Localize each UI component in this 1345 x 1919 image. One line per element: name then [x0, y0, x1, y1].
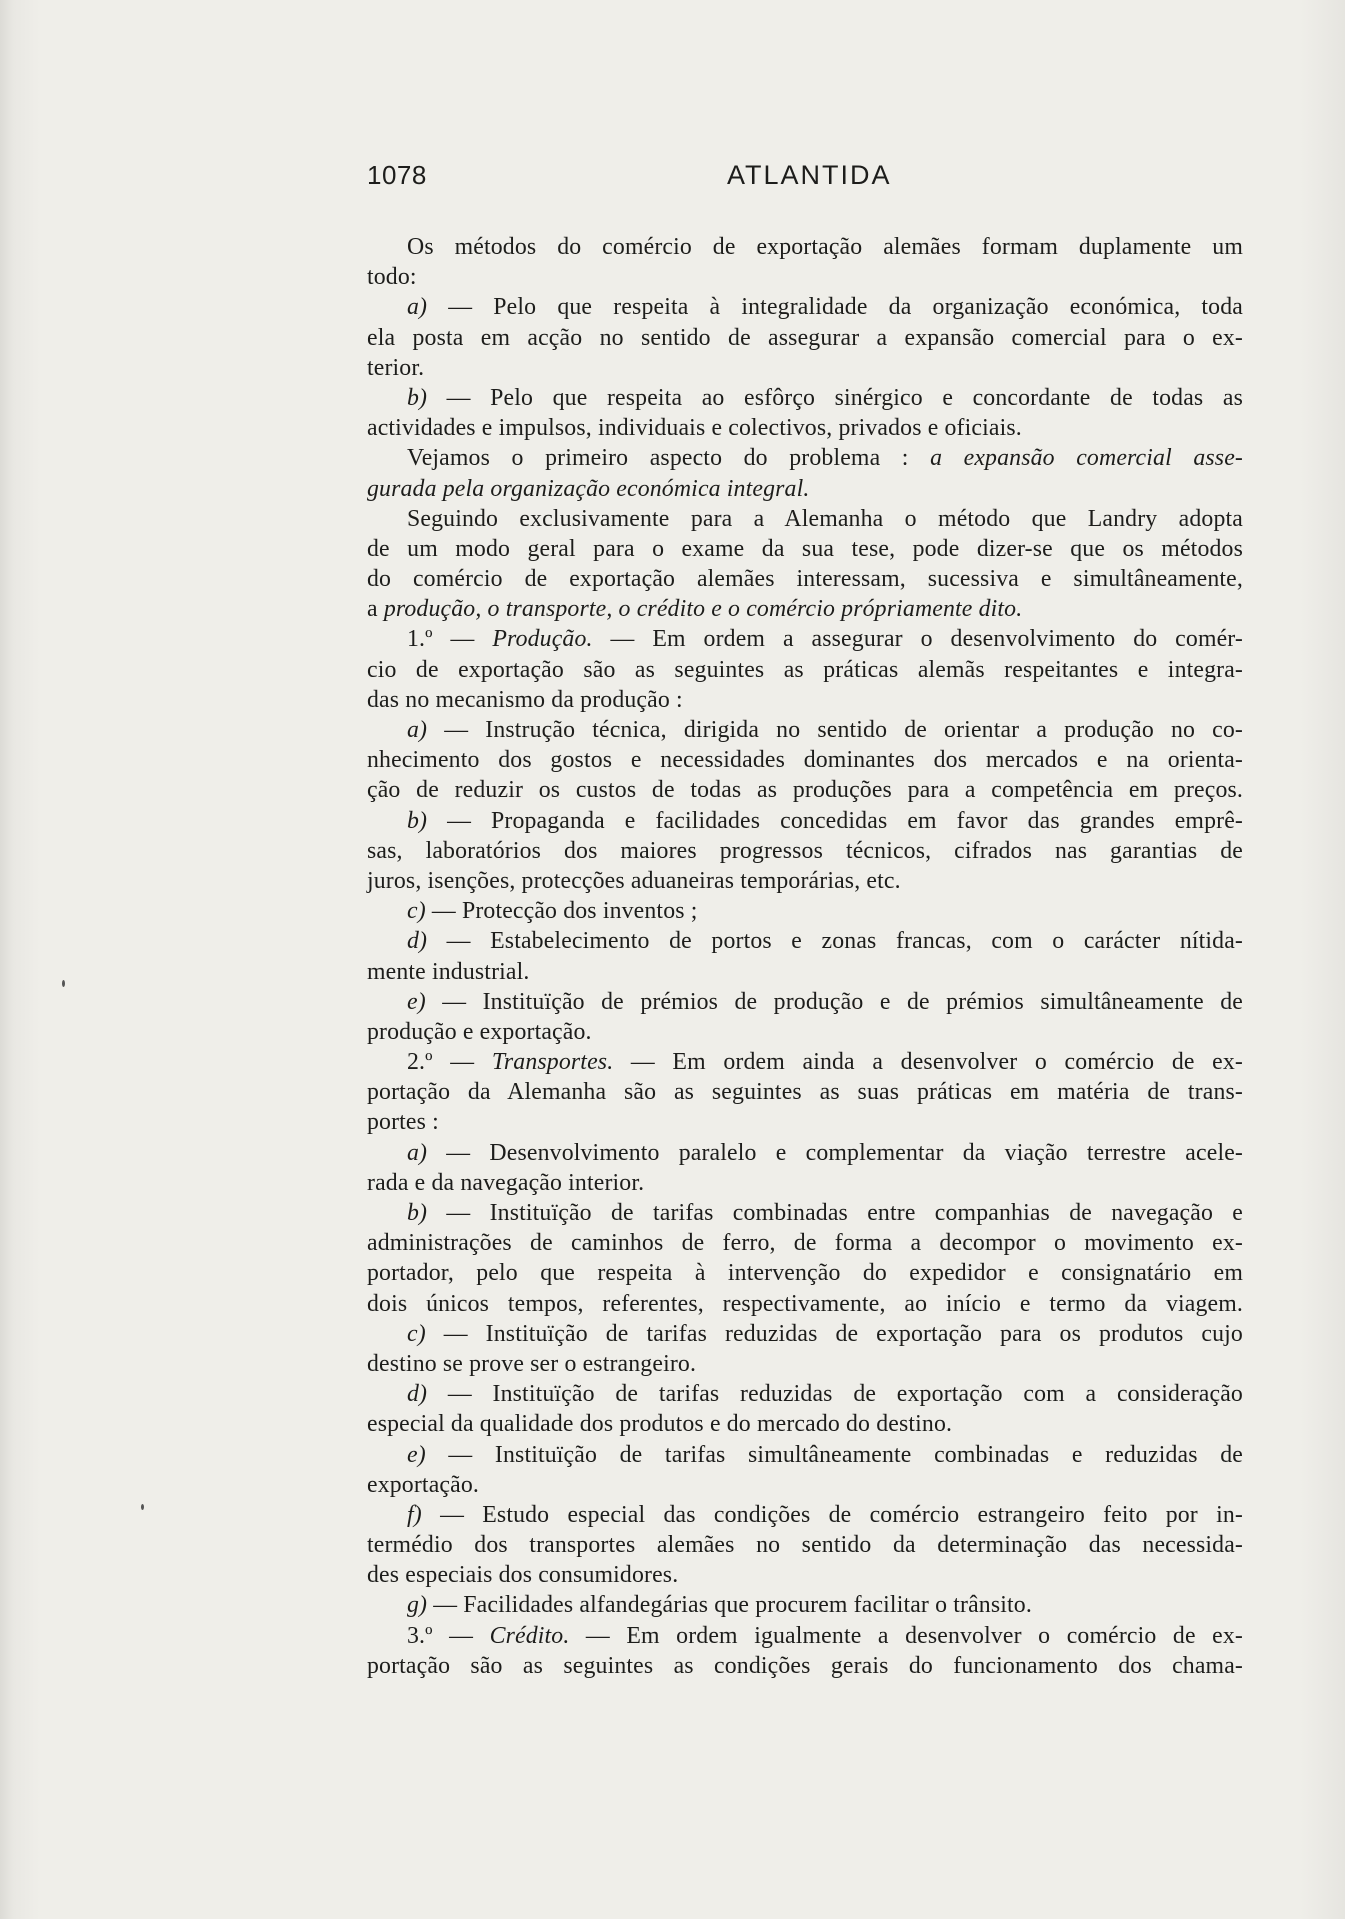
text-line — [367, 1319, 1243, 1349]
italic-text: c) — [407, 1320, 426, 1347]
text-run: terior. — [367, 354, 425, 381]
text-run: ção de reduzir os custos de todas as produções para a competência em preços. — [367, 777, 1243, 804]
italic-text: Transportes. — [491, 1049, 614, 1076]
text-line — [367, 1560, 1243, 1590]
text-run: — Instrução técnica, dirigida no sentido de orientar a produção no co- — [427, 717, 1243, 743]
scan-speck — [141, 1504, 144, 1510]
journal-title: ATLANTIDA — [727, 160, 892, 190]
text-run: nhecimento dos gostos e necessidades dominantes dos mercados e na orienta- — [367, 747, 1243, 774]
text-line — [367, 1440, 1243, 1470]
text-line — [367, 1228, 1243, 1258]
text-run: ela posta em acção no sentido de assegurar a expansão comercial para o ex- — [367, 324, 1243, 351]
text-run: especial da qualidade dos produtos e do mercado do destino. — [367, 1411, 953, 1438]
italic-text: b) — [407, 1200, 428, 1226]
text-line — [367, 926, 1243, 956]
text-line — [367, 1017, 1243, 1047]
italic-text: e) — [407, 1441, 426, 1468]
text-run: Vejamos o primeiro aspecto do problema : — [407, 445, 931, 472]
text-run: sas, laboratórios dos maiores progressos técnicos, cifrados nas garantias de — [367, 837, 1243, 864]
text-run: — Facilidades alfandegárias que procurem facilitar o trânsito. — [427, 1592, 1032, 1619]
text-run: — Instituïção de tarifas simultâneamente combinadas e reduzidas de — [425, 1441, 1243, 1468]
text-run: termédio dos transportes alemães no sentido da determinação das necessida- — [367, 1532, 1243, 1559]
text-line — [367, 745, 1243, 775]
text-line — [367, 624, 1243, 654]
text-run: des especiais dos consumidores. — [367, 1562, 679, 1589]
text-line — [367, 1530, 1243, 1560]
text-run: Os métodos do comércio de exportação alemães formam duplamente um — [407, 234, 1243, 260]
text-run: portador, pelo que respeita à intervenção do expedidor e consignatário em — [367, 1260, 1243, 1287]
text-run: — Propaganda e facilidades concedidas em favor das grandes emprê- — [427, 807, 1243, 834]
text-line — [367, 443, 1243, 473]
italic-text: Crédito. — [489, 1622, 570, 1649]
italic-text: b) — [407, 807, 428, 834]
text-line — [367, 1168, 1243, 1198]
text-run: do comércio de exportação alemães interessam, sucessiva e simultâneamente, — [367, 566, 1243, 593]
text-line — [367, 715, 1243, 745]
italic-text: a) — [407, 294, 428, 321]
text-line — [367, 866, 1243, 896]
italic-text: d) — [407, 928, 428, 955]
text-line — [367, 1047, 1243, 1077]
text-line — [367, 1590, 1243, 1620]
text-run: — Em ordem ainda a desenvolver o comércio de ex- — [613, 1049, 1244, 1076]
text-line — [367, 957, 1243, 987]
article-body — [367, 232, 1243, 1681]
text-run: juros, isenções, protecções aduaneiras temporárias, etc. — [367, 867, 901, 894]
text-line — [367, 836, 1243, 866]
text-run: cio de exportação são as seguintes as práticas alemãs respeitantes e integra- — [367, 656, 1243, 683]
italic-text: d) — [407, 1381, 428, 1408]
text-line — [367, 1349, 1243, 1379]
text-line — [367, 1409, 1243, 1439]
text-line — [367, 413, 1243, 443]
text-line — [367, 1289, 1243, 1319]
italic-text: f) — [407, 1501, 422, 1528]
text-run: das no mecanismo da produção : — [367, 686, 683, 713]
text-run: rada e da navegação interior. — [367, 1169, 645, 1196]
text-run: portação da Alemanha são as seguintes as suas práticas em matéria de trans- — [367, 1079, 1243, 1106]
text-line — [367, 1198, 1243, 1228]
text-line — [367, 1379, 1243, 1409]
italic-text: a expansão comercial asse- — [930, 445, 1244, 472]
text-run: todo: — [367, 264, 417, 291]
text-line — [367, 987, 1243, 1017]
text-run: exportação. — [367, 1471, 479, 1498]
text-run: — Em ordem a assegurar o desenvolvimento do comér- — [592, 626, 1243, 653]
text-line — [367, 383, 1243, 413]
text-run: — Instituïção de prémios de produção e de prémios simultâneamente de — [425, 988, 1243, 1015]
text-run: dois únicos tempos, referentes, respectivamente, ao início e termo da viagem. — [367, 1290, 1243, 1317]
text-line — [367, 353, 1243, 383]
text-line — [367, 1470, 1243, 1500]
text-run: — Pelo que respeita à integralidade da organização económica, toda — [427, 294, 1243, 321]
page-number: 1078 — [367, 160, 427, 190]
text-line — [367, 594, 1243, 624]
text-line — [367, 1621, 1243, 1651]
text-run: Seguindo exclusivamente para a Alemanha o método que Landry adopta — [407, 505, 1243, 532]
text-run: — Instituïção de tarifas reduzidas de exportação com a consideração — [427, 1381, 1243, 1408]
text-line — [367, 1138, 1243, 1168]
text-line — [367, 323, 1243, 353]
italic-text: produção, o transporte, o crédito e o comércio própriamente dito. — [383, 596, 1023, 623]
text-run: administrações de caminhos de ferro, de forma a decompor o movimento ex- — [367, 1230, 1243, 1257]
text-run: — Estudo especial das condições de comércio estrangeiro feito por in- — [421, 1501, 1243, 1528]
text-line — [367, 292, 1243, 322]
text-run: destino se prove ser o estrangeiro. — [367, 1350, 697, 1377]
text-run: a — [367, 596, 384, 623]
italic-text: b) — [407, 384, 428, 411]
text-line — [367, 504, 1243, 534]
text-line — [367, 232, 1243, 262]
text-run: — Instituïção de tarifas reduzidas de exportação para os produtos cujo — [425, 1320, 1243, 1347]
text-run: actividades e impulsos, individuais e colectivos, privados e oficiais. — [367, 415, 1022, 442]
italic-text: Produção. — [492, 626, 593, 653]
italic-text: g) — [407, 1592, 428, 1619]
text-line — [367, 474, 1243, 504]
text-run: portes : — [367, 1109, 439, 1136]
text-line — [367, 1107, 1243, 1137]
italic-text: e) — [407, 988, 426, 1015]
italic-text: c) — [407, 898, 426, 925]
text-run: — Estabelecimento de portos e zonas francas, com o carácter nítida- — [427, 928, 1243, 955]
text-line — [367, 806, 1243, 836]
text-line — [367, 896, 1243, 926]
text-line — [367, 262, 1243, 292]
text-run: produção e exportação. — [367, 1018, 592, 1045]
text-run: 1.º — — [407, 626, 493, 653]
text-line — [367, 685, 1243, 715]
text-line — [367, 1651, 1243, 1681]
text-run: portação são as seguintes as condições gerais do funcionamento dos chama- — [367, 1652, 1243, 1679]
italic-text: a) — [407, 1139, 428, 1166]
text-line — [367, 1258, 1243, 1288]
running-head — [367, 160, 1252, 200]
scan-speck — [62, 980, 65, 987]
text-run: 3.º — — [407, 1622, 490, 1649]
text-line — [367, 1500, 1243, 1530]
text-run: — Em ordem igualmente a desenvolver o comércio de ex- — [569, 1622, 1243, 1649]
text-run: — Pelo que respeita ao esfôrço sinérgico e concordante de todas as — [427, 384, 1243, 411]
text-line — [367, 775, 1243, 805]
text-line — [367, 534, 1243, 564]
text-run: de um modo geral para o exame da sua tese, pode dizer-se que os métodos — [367, 535, 1243, 562]
text-run: — Desenvolvimento paralelo e complementar da viação terrestre acele- — [427, 1139, 1243, 1166]
text-run: — Protecção dos inventos ; — [425, 898, 698, 925]
text-run: mente industrial. — [367, 958, 530, 985]
text-run: — Instituïção de tarifas combinadas entre companhias de navegação e — [427, 1200, 1243, 1226]
text-line — [367, 655, 1243, 685]
italic-text: gurada pela organização económica integral. — [367, 475, 810, 502]
italic-text: a) — [407, 717, 428, 743]
text-run: 2.º — — [407, 1049, 492, 1076]
text-line — [367, 564, 1243, 594]
text-line — [367, 1077, 1243, 1107]
